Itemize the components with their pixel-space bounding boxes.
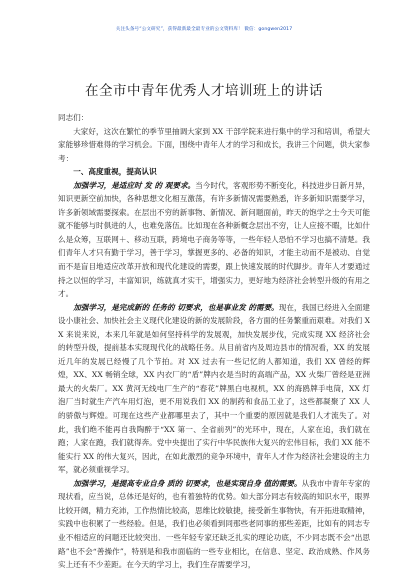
greeting: 同志们： xyxy=(58,113,89,122)
paragraph-2-text: 现在，我国已经进入全面建设小康社会、加快社会主义现代化建设的新的发展阶段，各方面的任务繁重而艰难。对我们 XX 来说来说，本来几年就是如何坚持科学的发展观，加快发展步伐，完成实现 XX 经济社会的转型升级，提前基本实现现代化的战略任务。从目前省内及周边县市的情况看，XX 的发展近几年的发展已经慢了几个节拍。对 XX 过去有一些记忆的人都知道，我们 XX 曾经的辉煌，XX、XX 畅销全球，XX 内衣厂的“盾”牌内衣是当时的高端产品，XX 火柴厂曾经是亚洲最大的火柴厂。XX 黄河无线电厂生产的“春花”牌黑白电视机，XX 的海鸥牌手电筒，XX 灯泡厂当时就生产汽车用灯泡，更不用说我们 XX 的制药和食品工业了，这些都凝聚了 XX 人的骄傲与辉煌。可现在这些产业都哪里去了，其中一个重要的原因就是我们人才流失了。对此，我们绝不能再自我陶醉于“XX 第一、全省前列”的光环中，现在，人家在追，我们就在跑；人家在跑，我们就得奔。党中央提出了实行中华民族伟大复兴的宏伟目标，我们 XX 能不能实行 XX 的伟大复兴，因此，在如此激烈的竞争环境中，青年人才作为经济社会建设的主力军，就必须重视学习。 xyxy=(58,302,370,475)
section-heading-1: 一、高度重视，提高认识 xyxy=(73,167,157,177)
paragraph-2-lead: 加强学习，是完成新的 任务的 切要求，也是事业发 的需要。 xyxy=(73,302,279,312)
paragraph-intro xyxy=(58,125,370,166)
document-title: 在全市中青年优秀人才培训班上的讲话 xyxy=(85,83,323,100)
paragraph-1-lead: 加强学习，是适应时 发 的 观要求。 xyxy=(73,180,196,190)
paragraph-1-text: 当今时代，客观形势不断变化，科技进步日新月异，知识更新空前加快，各种思想文化相互激荡，有许多新情况需要熟悉，许多新知识需要学习，许多新领域需要探索。在层出不穷的新事物、新情况、新问题面前，昨天的饱学之士今天可能就不能够与时俱进的人，也难免落伍。比如现在各种新概念层出不穷，让人应接不暇，比如什么是众筹，互联网＋、移动互联，跨境电子商务等等，一些年轻人恐怕不学习也搞不清楚。我们青年人才只有勤于学习，善于学习，掌握更多的、必备的知识，才能主动而不是被动、自觉而不是盲目地适应改革开放和现代化建设的需要，跟上快速发展的时代脚步。青年人才要通过持之以恒的学习，丰富知识，练就真才实干，增强实力，更好地为经济社会转型升级的有用之才。 xyxy=(58,180,370,299)
document-body xyxy=(58,111,370,572)
paragraph-3 xyxy=(58,477,370,572)
paragraph-3-lead: 加强学习，是提高专业自身 质的 切要求，也是实现自身 值的需要。 xyxy=(73,478,302,488)
header-banner: 关注头条号“公文研究”，获得最新最全最专业的公文资料库！ 微信：gongwen2017 xyxy=(115,27,293,32)
paragraph-1 xyxy=(58,179,370,301)
paragraph-intro-text: 大家好，这次在繁忙的季节里抽调大家到 XX 干部学院来进行集中的学习和培训，希望大家能够珍惜难得的学习机会。下面，围绕中青年人才的学习和成长，我讲三个问题，供大家参考： xyxy=(58,126,370,163)
paragraph-3-text: 从我市中青年专家的现状看，应当说，总体还是好的，也有着独特的优势。如大部分同志有较高的知识水平，眼界比较开阔，精力充沛，工作热情比较高，思维比较敏捷，接受新生事物快，有开拓进取精神，实践中也积累了一些经验。但是，我们也必须看到同那些老同事的那些差距，比如有的同志专业不相适应的问题还比较突出．一些年轻专家还缺乏扎实的理论功底，不少同志既不会“出思路”也不会“善操作”，特别是和我市面临的一些专业相比，在信息、坚定、政治成熟、作风务实上还有不少差距。在今天的学习上，我们生存需要学习， xyxy=(58,478,370,570)
paragraph-2 xyxy=(58,301,370,477)
